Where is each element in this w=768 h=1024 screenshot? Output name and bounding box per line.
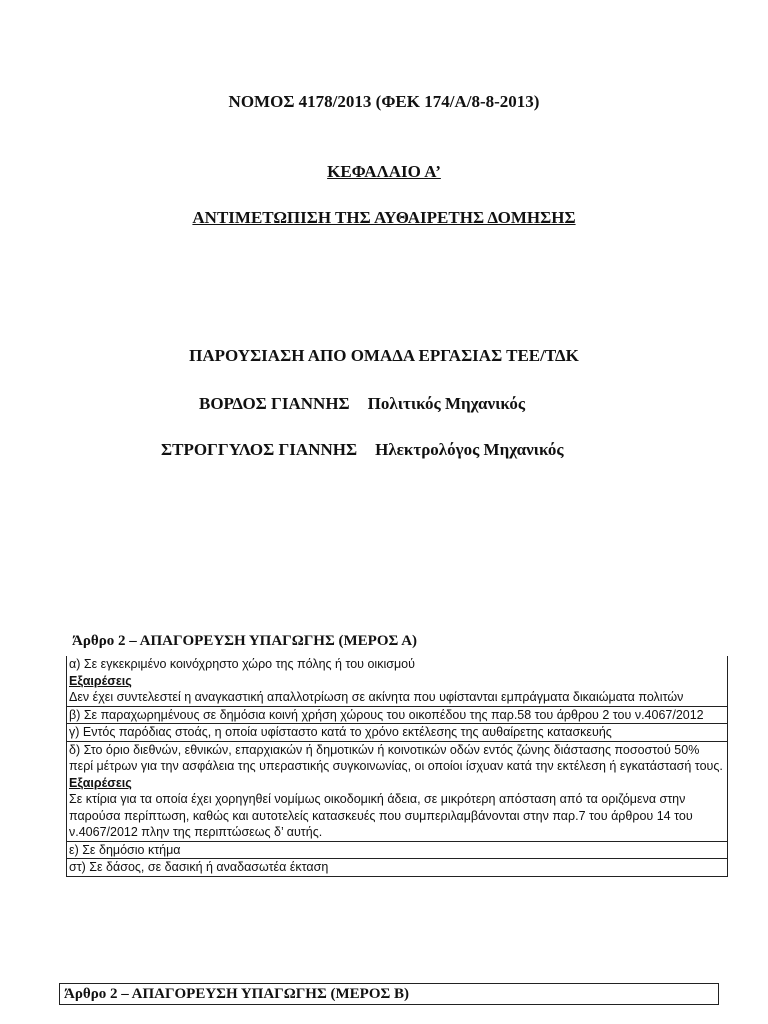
exceptions-label: Εξαιρέσεις — [69, 775, 132, 790]
table-cell — [67, 859, 728, 877]
presentation-title: ΠΑΡΟΥΣΙΑΣΗ ΑΠΟ ΟΜΑΔΑ ΕΡΓΑΣΙΑΣ ΤΕΕ/ΤΔΚ — [189, 346, 579, 365]
section-a-table — [66, 656, 728, 877]
table-cell — [67, 656, 728, 706]
table-row — [67, 859, 728, 877]
presenter-name: ΣΤΡΟΓΓΥΛΟΣ ΓΙΑΝΝΗΣ — [161, 440, 358, 459]
presenter-name: ΒΟΡΔΟΣ ΓΙΑΝΝΗΣ — [199, 394, 350, 413]
chapter-title: ΚΕΦΑΛΑΙΟ Α’ — [327, 162, 441, 181]
section-a-title: Άρθρο 2 – ΑΠΑΓΟΡΕΥΣΗ ΥΠΑΓΩΓΗΣ (ΜΕΡΟΣ Α) — [72, 633, 418, 649]
law-title: ΝΟΜΟΣ 4178/2013 (ΦΕΚ 174/Α/8-8-2013) — [228, 92, 540, 111]
table-row — [67, 656, 728, 706]
table-cell — [67, 724, 728, 742]
presenter-2 — [161, 440, 564, 460]
rule-text: ε) Σε δημόσιο κτήμα — [69, 842, 181, 857]
exceptions-text: Σε κτίρια για τα οποία έχει χορηγηθεί νομίμως οικοδομική άδεια, σε μικρότερη απόσταση από τα οριζόμενα στην παρούσα περίπτωση, καθώς και αυτοτελείς κατασκευές που συμπεριλαμβάνονται στην παρ.7 του άρθρου 14 του ν.4067/2012 πλην της περιπτώσεως δ’ αυτής. — [69, 792, 693, 839]
table-cell — [67, 841, 728, 859]
table-row — [67, 724, 728, 742]
section-b-title: Άρθρο 2 – ΑΠΑΓΟΡΕΥΣΗ ΥΠΑΓΩΓΗΣ (ΜΕΡΟΣ Β) — [59, 983, 719, 1005]
subject-title: ΑΝΤΙΜΕΤΩΠΙΣΗ ΤΗΣ ΑΥΘΑΙΡΕΤΗΣ ΔΟΜΗΣΗΣ — [192, 208, 576, 227]
table-cell — [67, 706, 728, 724]
presenter-role: Ηλεκτρολόγος Μηχανικός — [375, 440, 564, 459]
presenter-role: Πολιτικός Μηχανικός — [367, 394, 526, 413]
table-row — [67, 741, 728, 841]
rule-text: δ) Στο όριο διεθνών, εθνικών, επαρχιακών ή δημοτικών ή κοινοτικών οδών εντός ζώνης διάστασης ποσοστού 50% περί μέτρων για την ασφάλεια της υπεραστικής συγκοινωνίας, οι οποίοι ίσχυαν κατά την εκτέλεση ή εγκατάστασή τους. — [69, 742, 723, 773]
table-row — [67, 841, 728, 859]
presenter-1 — [199, 394, 525, 414]
table-cell — [67, 741, 728, 841]
exceptions-text: Δεν έχει συντελεστεί η αναγκαστική απαλλοτρίωση σε ακίνητα που υφίστανται εμπράγματα δικαιώματα πολιτών — [69, 690, 684, 704]
rule-text: στ) Σε δάσος, σε δασική ή αναδασωτέα έκταση — [69, 860, 329, 874]
exceptions-label: Εξαιρέσεις — [69, 673, 132, 688]
rule-text: β) Σε παραχωρημένους σε δημόσια κοινή χρήση χώρους του οικοπέδου της παρ.58 του άρθρου 2 του ν.4067/2012 — [69, 707, 704, 722]
rule-text: γ) Εντός παρόδιας στοάς, η οποία υφίσταστο κατά το χρόνο εκτέλεσης της αυθαίρετης κατασκευής — [69, 725, 612, 739]
rule-text: α) Σε εγκεκριμένο κοινόχρηστο χώρο της πόλης ή του οικισμού — [69, 657, 415, 671]
table-row — [67, 706, 728, 724]
